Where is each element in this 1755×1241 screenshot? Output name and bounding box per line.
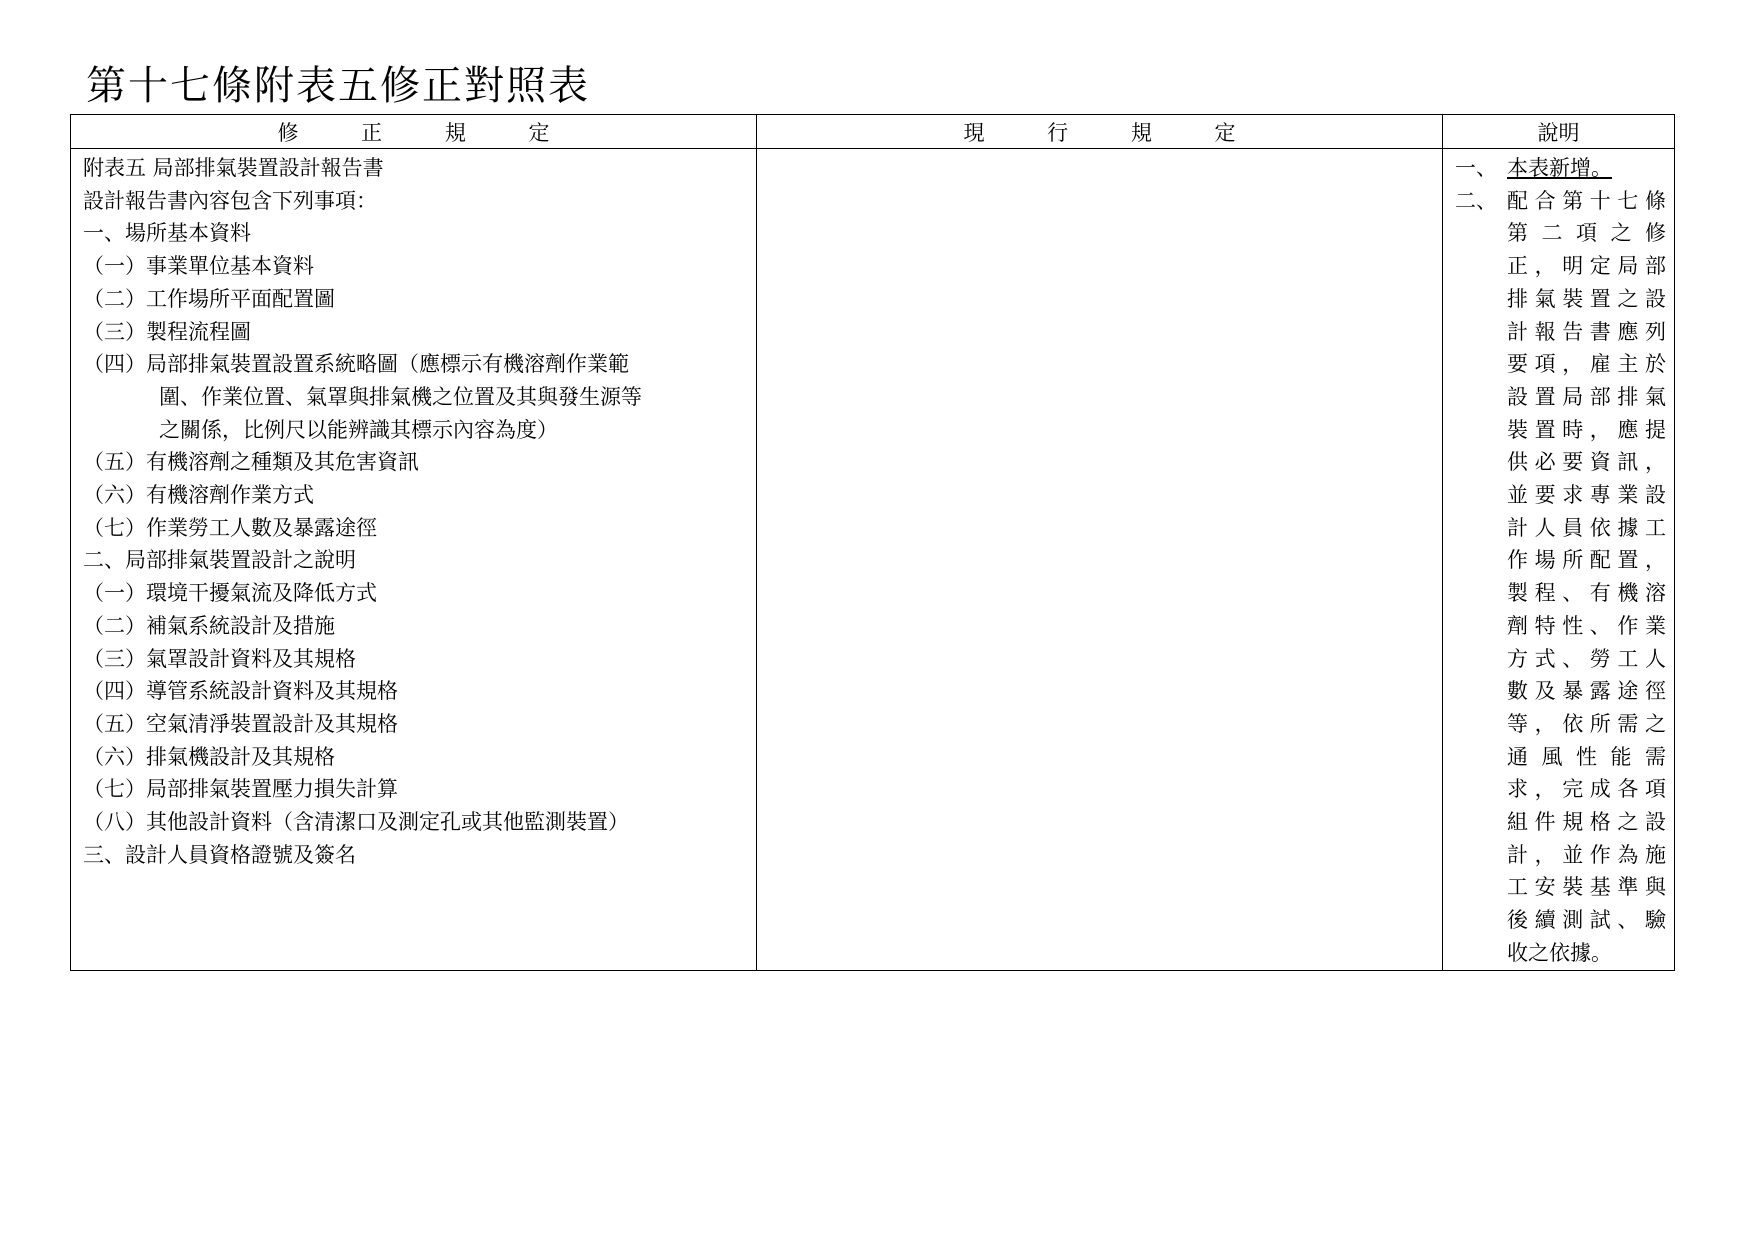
explanation-line: 製程、有機溶 [1507,581,1666,606]
explanation-line: 第二項之修 [1507,221,1666,246]
amended-line: （一）環境干擾氣流及降低方式 [83,581,377,606]
amended-line: （二）補氣系統設計及措施 [83,613,335,638]
amended-line: （一）事業單位基本資料 [83,254,314,279]
amended-line: 二、局部排氣裝置設計之說明 [83,548,356,573]
amended-line: 之關係，比例尺以能辨識其標示內容為度） [159,417,558,442]
explanation-line: 配合第十七條 [1507,188,1666,213]
amended-cell [71,149,757,971]
explanation-item-1-text: 本表新增。 [1507,156,1612,180]
explanation-item-2-text [1507,185,1666,970]
amended-line: 附表五 局部排氣裝置設計報告書 [83,156,384,180]
current-content [757,149,1442,152]
explanation-line: 等，依所需之 [1507,711,1666,736]
explanation-line: 後續測試、驗 [1507,908,1666,933]
amended-line: （七）作業勞工人數及暴露途徑 [83,515,377,540]
amended-line: （二）工作場所平面配置圖 [83,286,335,311]
explanation-line: 排氣裝置之設 [1507,286,1666,311]
page-title: 第十七條附表五修正對照表 [86,63,590,109]
amended-line: （六）有機溶劑作業方式 [83,483,314,508]
explanation-content [1443,149,1674,970]
amended-content [71,149,756,871]
header-current [757,115,1443,149]
explanation-line: 計人員依據工 [1507,515,1666,540]
amended-line: 三、設計人員資格證號及簽名 [83,842,356,867]
table-row [71,149,1675,971]
header-explanation [1443,115,1675,149]
explanation-line: 組件規格之設 [1507,810,1666,835]
amended-line: （三）氣罩設計資料及其規格 [83,646,356,671]
explanation-line: 設置局部排氣 [1507,384,1666,409]
amended-line: 一、場所基本資料 [83,221,251,246]
amended-line: （五）有機溶劑之種類及其危害資訊 [83,450,419,475]
explanation-line: 計，並作為施 [1507,842,1666,867]
explanation-item-2 [1455,185,1666,970]
current-cell [757,149,1443,971]
amended-line: （七）局部排氣裝置壓力損失計算 [83,777,398,802]
explanation-line: 並要求專業設 [1507,483,1666,508]
explanation-line: 計報告書應列 [1507,319,1666,344]
explanation-item-2-mark: 二、 [1455,188,1497,213]
explanation-line: 要項，雇主於 [1507,352,1666,377]
header-amended-label: 修 正 規 定 [277,120,578,145]
table-header-row [71,115,1675,149]
explanation-line: 裝置時，應提 [1507,417,1666,442]
explanation-line: 工安裝基準與 [1507,875,1666,900]
amended-line: （三）製程流程圖 [83,319,251,344]
explanation-line: 數及暴露途徑 [1507,679,1666,704]
amended-line: （四）局部排氣裝置設置系統略圖（應標示有機溶劑作業範 [83,352,629,377]
header-amended [71,115,757,149]
comparison-table [70,114,1675,971]
explanation-cell [1443,149,1675,971]
amended-line: （八）其他設計資料（含清潔口及測定孔或其他監測裝置） [83,810,629,835]
explanation-line: 正，明定局部 [1507,254,1666,279]
explanation-line: 方式、勞工人 [1507,646,1666,671]
amended-line: 圍、作業位置、氣罩與排氣機之位置及其與發生源等 [159,384,642,409]
amended-line: （五）空氣清淨裝置設計及其規格 [83,711,398,736]
explanation-item-1-mark: 一、 [1455,156,1497,180]
explanation-line: 供必要資訊， [1507,450,1666,475]
amended-line: 設計報告書內容包含下列事項： [83,188,377,213]
explanation-line: 收之依據。 [1507,940,1612,965]
header-explanation-label: 說明 [1537,120,1580,145]
amended-line: （六）排氣機設計及其規格 [83,744,335,769]
amended-line: （四）導管系統設計資料及其規格 [83,679,398,704]
header-current-label: 現 行 規 定 [963,120,1264,145]
explanation-item-1 [1455,152,1666,185]
explanation-line: 求，完成各項 [1507,777,1666,802]
explanation-line: 通風性能需 [1507,744,1666,769]
explanation-item-1-body [1507,152,1666,185]
explanation-line: 作場所配置， [1507,548,1666,573]
explanation-line: 劑特性、作業 [1507,613,1666,638]
